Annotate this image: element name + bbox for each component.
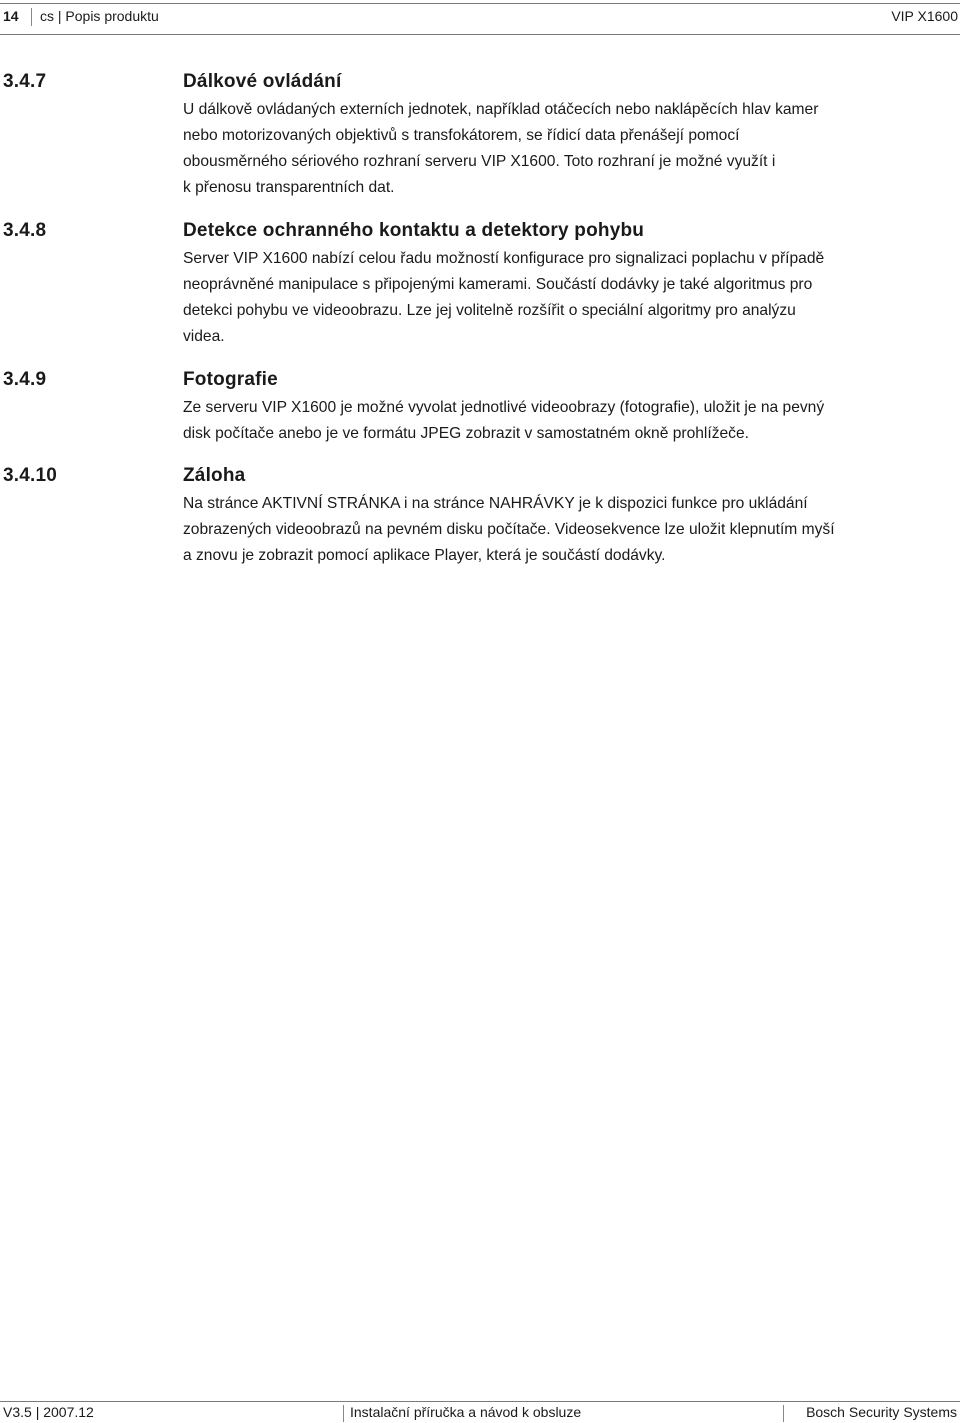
body-line: k přenosu transparentních dat. — [183, 179, 395, 196]
section-number: 3.4.10 — [3, 465, 58, 486]
body-line: videa. — [183, 328, 225, 345]
body-line: a znovu je zobrazit pomocí aplikace Player, která je součástí dodávky. — [183, 547, 666, 564]
header-product-name: VIP X1600 — [891, 8, 958, 24]
footer-version: V3.5 | 2007.12 — [3, 1404, 94, 1420]
section-body — [183, 395, 953, 447]
header-section-name: cs | Popis produktu — [40, 8, 159, 24]
page-number: 14 — [3, 8, 19, 24]
body-line: Ze serveru VIP X1600 je možné vyvolat jednotlivé videoobrazy (fotografie), uložit je na pevný — [183, 399, 825, 416]
body-line: obousměrného sériového rozhraní serveru VIP X1600. Toto rozhraní je možné využít i — [183, 153, 776, 170]
body-line: Server VIP X1600 nabízí celou řadu možností konfigurace pro signalizaci poplachu v případě — [183, 250, 825, 267]
body-line: detekci pohybu ve videoobrazu. Lze jej volitelně rozšířit o speciální algoritmy pro analýzu — [183, 302, 796, 319]
body-line: nebo motorizovaných objektivů s transfokátorem, se řídicí data přenášejí pomocí — [183, 127, 740, 144]
body-line: disk počítače anebo je ve formátu JPEG zobrazit v samostatném okně prohlížeče. — [183, 425, 749, 442]
section-number: 3.4.8 — [3, 220, 47, 241]
section-title: Detekce ochranného kontaktu a detektory pohybu — [183, 220, 645, 241]
footer-rule — [0, 1401, 960, 1402]
header-top-rule — [0, 3, 960, 4]
body-line: zobrazených videoobrazů na pevném disku počítače. Videosekvence lze uložit klepnutím myší — [183, 521, 835, 538]
section-body — [183, 491, 953, 569]
header-bottom-rule — [0, 34, 960, 35]
section-title: Fotografie — [183, 369, 278, 390]
footer-divider — [343, 1405, 344, 1422]
section-title: Dálkové ovládání — [183, 71, 342, 92]
section-body — [183, 246, 953, 350]
section-number: 3.4.9 — [3, 369, 47, 390]
section-title: Záloha — [183, 465, 246, 486]
page-header — [0, 8, 960, 28]
page-footer — [0, 1404, 960, 1423]
body-line: Na stránce AKTIVNÍ STRÁNKA i na stránce NAHRÁVKY je k dispozici funkce pro ukládání — [183, 495, 808, 512]
body-line: neoprávněné manipulace s připojenými kamerami. Součástí dodávky je také algoritmus pro — [183, 276, 813, 293]
section-body — [183, 97, 953, 201]
footer-divider — [783, 1405, 784, 1422]
body-line: U dálkově ovládaných externích jednotek, například otáčecích nebo naklápěcích hlav kamer — [183, 101, 819, 118]
section-number: 3.4.7 — [3, 71, 47, 92]
header-divider — [31, 8, 32, 26]
footer-doc-title: Instalační příručka a návod k obsluze — [350, 1404, 582, 1420]
footer-company: Bosch Security Systems — [806, 1404, 957, 1420]
